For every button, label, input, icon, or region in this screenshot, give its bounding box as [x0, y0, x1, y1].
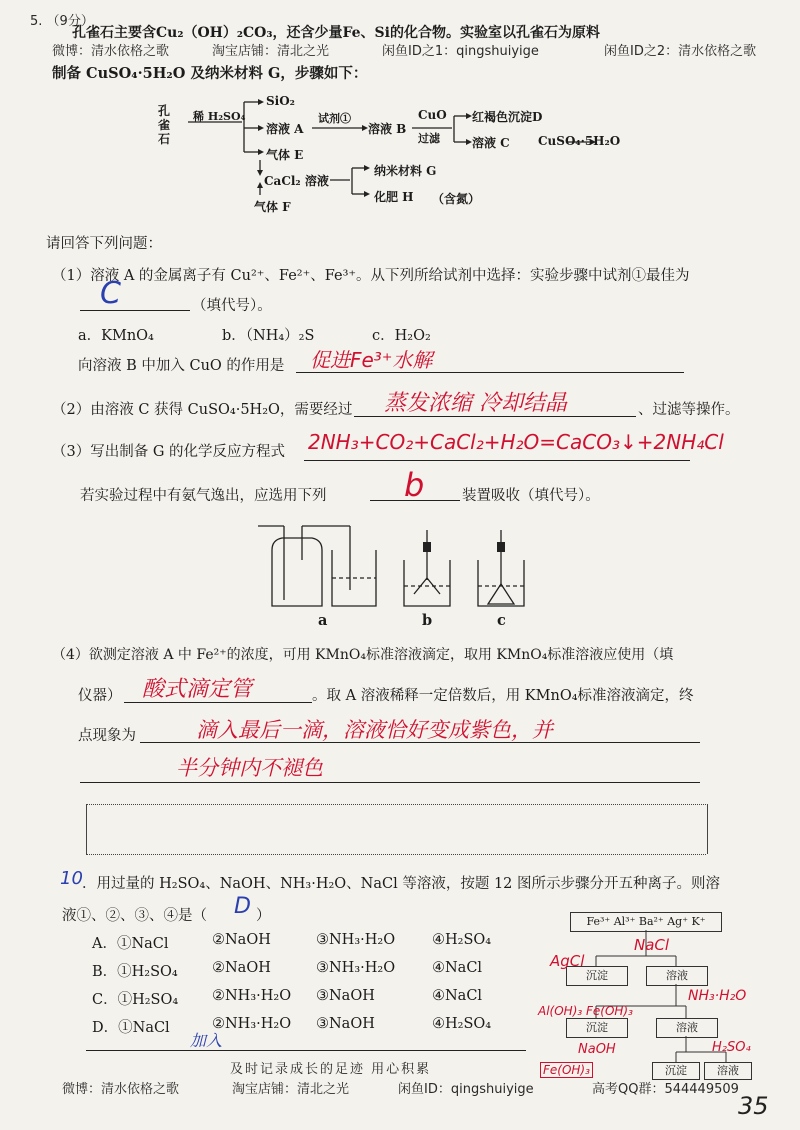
- q5-part3-answer: 2NH₃+CO₂+CaCl₂+H₂O=CaCO₃↓+2NH₄Cl: [308, 430, 724, 454]
- annotation-hydroxides: Al(OH)₃ Fe(OH)₃: [538, 1004, 633, 1018]
- q5-part3b-text: 若实验过程中有氨气逸出，应选用下列: [80, 488, 327, 504]
- diagram-solution-2: 溶液: [656, 1018, 718, 1038]
- q10-note-d: 加入: [190, 1031, 223, 1050]
- footer-xianyu: 闲鱼ID：qingshuiyige: [398, 1082, 534, 1097]
- annotation-h2so4: H₂SO₄: [712, 1040, 751, 1055]
- diagram-ions: Fe³⁺ Al³⁺ Ba²⁺ Ag⁺ K⁺: [570, 912, 722, 932]
- footer-motto: 及时记录成长的足迹 用心积累: [230, 1062, 432, 1077]
- q5-part4-text: （4）欲测定溶液 A 中 Fe²⁺的浓度，可用 KMnO₄标准溶液滴定，取用 KMnO₄标准溶液应使用（填: [52, 647, 674, 663]
- footer-qq-group: 高考QQ群：544449509: [592, 1082, 739, 1097]
- annotation-feoh: Fe(OH)₃: [540, 1062, 593, 1078]
- annotation-naoh: NaOH: [578, 1042, 616, 1057]
- q10-option-d-4: ④H₂SO₄: [432, 1016, 492, 1032]
- flow-gas-f: 气体 F: [254, 200, 291, 214]
- option-a: a．KMnO₄: [78, 328, 154, 344]
- q10-option-c-4: ④NaCl: [432, 988, 483, 1004]
- q5-part3b-answer: b: [404, 466, 425, 504]
- option-b: b．（NH₄）₂S: [222, 328, 315, 344]
- question-number: 5.: [30, 14, 43, 29]
- q5-prompt: 请回答下列问题：: [46, 236, 162, 252]
- q10-option-a-1: A．①NaCl: [92, 936, 169, 952]
- footer-taobao: 淘宝店铺：清北之光: [232, 1082, 350, 1097]
- flow-product: CuSO₄·5H₂O: [538, 134, 621, 148]
- q5-part4-answer: 酸式滴定管: [142, 677, 253, 702]
- diagram-precipitate: 沉淀: [566, 966, 628, 986]
- q5-part4-answer2-line2: 半分钟内不褪色: [176, 756, 323, 780]
- apparatus-label-c: c: [497, 612, 506, 629]
- q10-option-a-4: ④H₂SO₄: [432, 932, 492, 948]
- watermark-xianyu-1: 闲鱼ID之1：qingshuiyige: [382, 44, 539, 59]
- flow-start: 孔雀石: [158, 104, 171, 146]
- q5-part1-cuo-answer: 促进Fe³⁺水解: [310, 348, 433, 372]
- flow-reagent: 试剂①: [318, 112, 351, 125]
- annotation-nacl: NaCl: [634, 936, 670, 954]
- q10-option-b-2: ②NaOH: [212, 960, 271, 976]
- flow-cuo: CuO: [418, 108, 447, 122]
- q5-part4-endpoint: 点现象为: [78, 728, 136, 744]
- flow-acid: 稀 H₂SO₄: [193, 110, 246, 123]
- q10-option-b-3: ③NH₃·H₂O: [316, 960, 396, 976]
- q5-part3b-suffix: 装置吸收（填代号）。: [462, 488, 600, 504]
- q10-option-a-3: ③NH₃·H₂O: [316, 932, 396, 948]
- page-number: 35: [738, 1092, 769, 1120]
- annotation-agcl: AgCl: [550, 952, 585, 970]
- q5-intro-line1: 孔雀石主要含Cu₂（OH）₂CO₃，还含少量Fe、Si的化合物。实验室以孔雀石为原料: [72, 25, 600, 41]
- q5-part1-answer: C: [100, 276, 121, 311]
- q10-option-d-2: ②NH₃·H₂O: [212, 1016, 292, 1032]
- question-score: （9分）: [46, 14, 94, 29]
- q10-stem-end: ）: [256, 908, 271, 924]
- q10-option-c-1: C．①H₂SO₄: [92, 992, 179, 1008]
- q5-part2-answer: 蒸发浓缩 冷却结晶: [384, 391, 567, 416]
- flow-solution-b: 溶液 B: [368, 122, 407, 136]
- watermark-weibo: 微博：清水依格之歌: [52, 44, 170, 59]
- diagram-precipitate-2: 沉淀: [566, 1018, 628, 1038]
- q10-number: 10: [60, 868, 83, 889]
- q10-stem-line1: ．用过量的 H₂SO₄、NaOH、NH₃·H₂O、NaCl 等溶液，按题 12 图所示步骤分开五种离子。则溶: [82, 876, 721, 892]
- q10-option-c-3: ③NaOH: [316, 988, 375, 1004]
- q10-option-d-1: D．①NaCl: [92, 1020, 170, 1036]
- annotation-nh3: NH₃·H₂O: [688, 988, 747, 1004]
- apparatus-label-a: a: [318, 612, 328, 629]
- diagram-precipitate-3: 沉淀: [652, 1062, 700, 1080]
- q5-part1-cuo: 向溶液 B 中加入 CuO 的作用是: [78, 358, 285, 374]
- q10-stem-line2: 液①、②、③、④是（: [62, 908, 207, 924]
- q5-part1-suffix: （填代号）。: [192, 298, 272, 314]
- q5-part2-suffix: 、过滤等操作。: [638, 402, 740, 418]
- option-c: c．H₂O₂: [372, 328, 431, 344]
- q5-part3-text: （3）写出制备 G 的化学反应方程式: [52, 444, 286, 460]
- flow-sio2: SiO₂: [266, 94, 295, 108]
- q10-option-a-2: ②NaOH: [212, 932, 271, 948]
- flow-fertilizer-h: 化肥 H: [374, 190, 414, 204]
- q5-part1-text: （1）溶液 A 的金属离子有 Cu²⁺、Fe²⁺、Fe³⁺。从下列所给试剂中选择：实验步骤中试剂①最佳为: [52, 268, 690, 284]
- flow-nano-g: 纳米材料 G: [374, 164, 437, 178]
- flow-gas-e: 气体 E: [266, 148, 304, 162]
- q5-part4-continue: 。取 A 溶液稀释一定倍数后，用 KMnO₄标准溶液滴定，终: [312, 688, 694, 704]
- watermark-taobao: 淘宝店铺：清北之光: [212, 44, 330, 59]
- diagram-solution: 溶液: [646, 966, 708, 986]
- q5-intro-line2: 制备 CuSO₄·5H₂O 及纳米材料 G，步骤如下：: [52, 65, 368, 82]
- flow-precipitate-d: 红褐色沉淀D: [472, 110, 543, 124]
- q10-answer: D: [234, 894, 251, 919]
- q10-option-b-4: ④NaCl: [432, 960, 483, 976]
- flow-solution-a: 溶液 A: [266, 122, 304, 136]
- flow-filter: 过滤: [418, 132, 440, 145]
- watermark-xianyu-2: 闲鱼ID之2：清水依格之歌: [604, 44, 757, 59]
- q5-part2-text: （2）由溶液 C 获得 CuSO₄·5H₂O，需要经过: [52, 402, 353, 418]
- flow-fertilizer-note: （含氮）: [432, 192, 481, 206]
- flow-solution-c: 溶液 C: [472, 136, 510, 150]
- footer-weibo: 微博：清水依格之歌: [62, 1082, 180, 1097]
- q5-part4-answer2-line1: 滴入最后一滴，溶液恰好变成紫色，并: [196, 718, 553, 742]
- q10-option-b-1: B．①H₂SO₄: [92, 964, 178, 980]
- q5-part4-instrument: 仪器）: [78, 688, 122, 704]
- flow-cacl2: CaCl₂ 溶液: [264, 174, 329, 188]
- q10-option-d-3: ③NaOH: [316, 1016, 375, 1032]
- diagram-solution-3: 溶液: [704, 1062, 752, 1080]
- apparatus-label-b: b: [422, 612, 433, 629]
- q10-option-c-2: ②NH₃·H₂O: [212, 988, 292, 1004]
